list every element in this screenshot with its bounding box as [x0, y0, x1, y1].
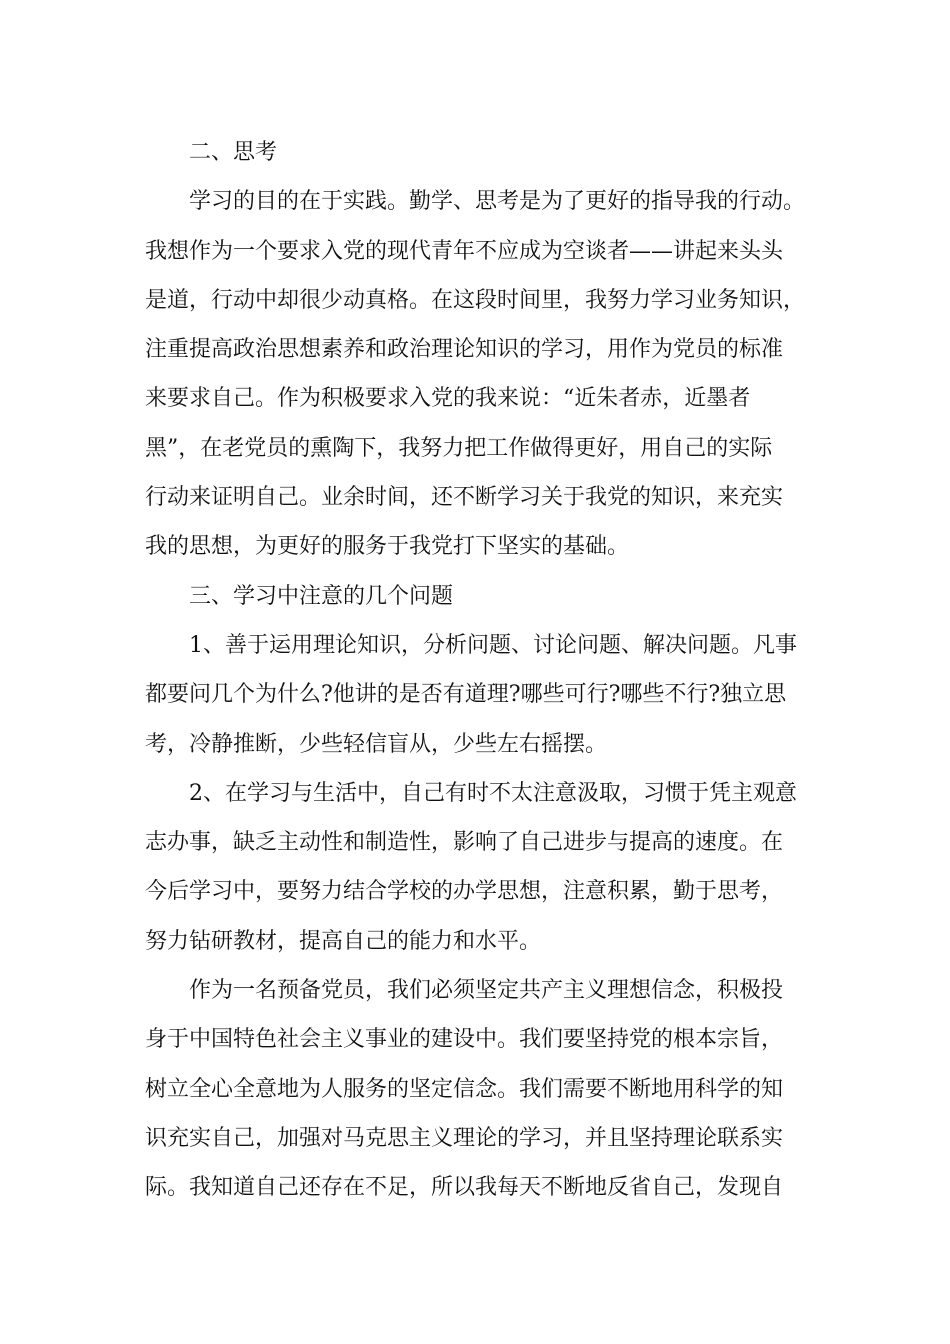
paragraph-line: 行动来证明自己。业余时间，还不断学习关于我党的知识，来充实 — [145, 485, 784, 511]
paragraph-line: 识充实自己，加强对马克思主义理论的学习，并且坚持理论联系实 — [145, 1125, 784, 1151]
paragraph-line: 际。我知道自己还存在不足，所以我每天不断地反省自己，发现自 — [145, 1175, 784, 1201]
paragraph-line: 是道，行动中却很少动真格。在这段时间里，我努力学习业务知识， — [145, 287, 806, 313]
paragraph-line: 身于中国特色社会主义事业的建设中。我们要坚持党的根本宗旨， — [145, 1027, 784, 1053]
paragraph-line: 来要求自己。作为积极要求入党的我来说：“近朱者赤，近墨者 — [145, 386, 751, 412]
paragraph-line: 我的思想，为更好的服务于我党打下坚实的基础。 — [145, 534, 630, 560]
paragraph-line: 1、善于运用理论知识，分析问题、讨论问题、解决问题。凡事 — [189, 632, 797, 658]
section-heading: 三、学习中注意的几个问题 — [189, 583, 454, 609]
paragraph-line: 志办事，缺乏主动性和制造性，影响了自己进步与提高的速度。在 — [145, 830, 784, 856]
paragraph-line: 作为一名预备党员，我们必须坚定共产主义理想信念，积极投 — [189, 978, 784, 1004]
paragraph-line: 学习的目的在于实践。勤学、思考是为了更好的指导我的行动。 — [189, 189, 806, 215]
paragraph-line: 今后学习中，要努力结合学校的办学思想，注意积累，勤于思考， — [145, 879, 784, 905]
paragraph-line: 注重提高政治思想素养和政治理论知识的学习，用作为党员的标准 — [145, 337, 784, 363]
paragraph-line: 黑”，在老党员的熏陶下，我努力把工作做得更好，用自己的实际 — [145, 435, 773, 461]
paragraph-line: 2、在学习与生活中，自己有时不太注意汲取，习惯于凭主观意 — [189, 780, 797, 806]
paragraph-line: 考，冷静推断，少些轻信盲从，少些左右摇摆。 — [145, 731, 608, 757]
paragraph-line: 我想作为一个要求入党的现代青年不应成为空谈者——讲起来头头 — [145, 238, 784, 264]
paragraph-line: 努力钻研教材，提高自己的能力和水平。 — [145, 928, 542, 954]
section-heading: 二、思考 — [189, 140, 278, 165]
document-body — [145, 128, 815, 1213]
paragraph-line: 树立全心全意地为人服务的坚定信念。我们需要不断地用科学的知 — [145, 1076, 784, 1102]
paragraph-line: 都要问几个为什么?他讲的是否有道理?哪些可行?哪些不行?独立思 — [145, 682, 787, 708]
